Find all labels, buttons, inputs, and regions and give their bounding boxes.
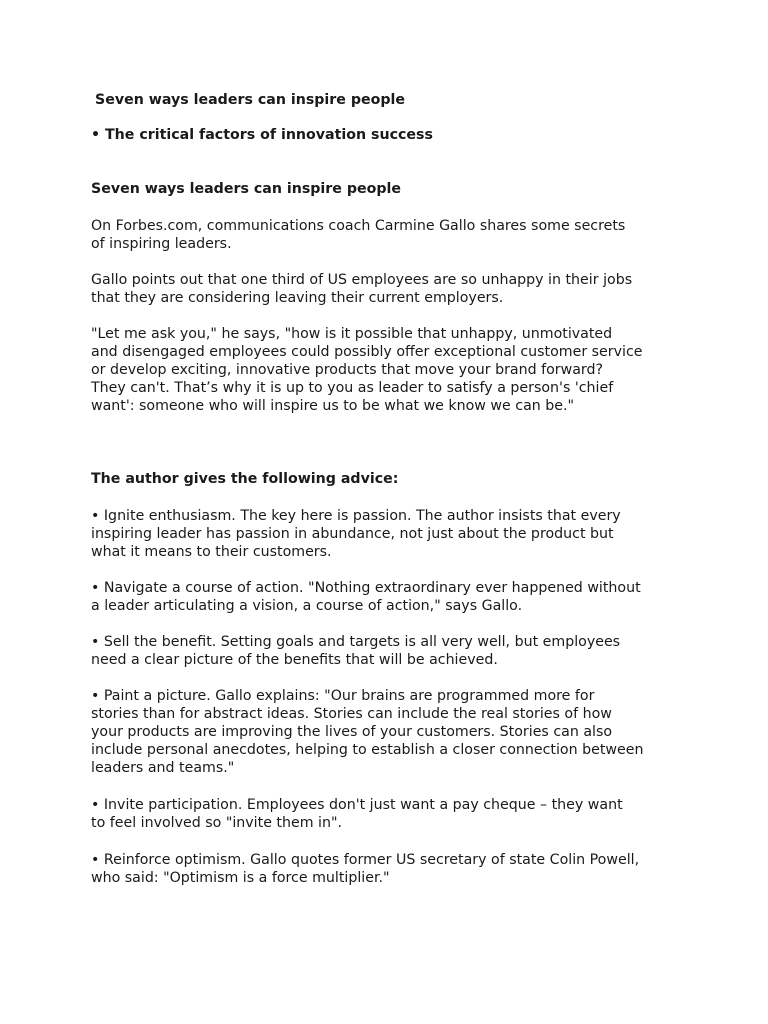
text-line: and disengaged employees could possibly offer exceptional customer service [91,344,643,360]
text-line: include personal anecdotes, helping to establish a closer connection between [91,742,644,758]
bullet-navigate-course [91,579,691,615]
intro-paragraph [91,217,691,253]
text-line: stories than for abstract ideas. Stories can include the real stories of how [91,706,612,722]
text-line: who said: "Optimism is a force multiplier." [91,870,390,886]
top-heading-1: Seven ways leaders can inspire people [95,92,406,108]
bullet-sell-benefit [91,633,691,669]
text-line: They can't. That’s why it is up to you as leader to satisfy a person's 'chief [91,380,614,396]
text-line: • Navigate a course of action. "Nothing extraordinary ever happened without [91,580,641,596]
text-line: leaders and teams." [91,760,235,776]
text-line: a leader articulating a vision, a course of action," says Gallo. [91,598,523,614]
text-line: • Paint a picture. Gallo explains: "Our brains are programmed more for [91,688,595,704]
text-line: what it means to their customers. [91,544,332,560]
bullet-reinforce-optimism [91,851,691,887]
text-line: want': someone who will inspire us to be what we know we can be." [91,398,575,414]
bullet-ignite-enthusiasm [91,507,691,561]
text-line: On Forbes.com, communications coach Carmine Gallo shares some secrets [91,218,626,234]
text-line: Gallo points out that one third of US employees are so unhappy in their jobs [91,272,633,288]
text-line: your products are improving the lives of your customers. Stories can also [91,724,613,740]
text-line: • Ignite enthusiasm. The key here is passion. The author insists that every [91,508,621,524]
text-line: need a clear picture of the benefits that will be achieved. [91,652,498,668]
text-line: to feel involved so "invite them in". [91,815,343,831]
bullet-invite-participation [91,796,691,832]
text-line: that they are considering leaving their current employers. [91,290,504,306]
text-line: • Reinforce optimism. Gallo quotes former US secretary of state Colin Powell, [91,852,640,868]
advice-heading: The author gives the following advice: [91,471,399,487]
text-line: "Let me ask you," he says, "how is it possible that unhappy, unmotivated [91,326,613,342]
quote-paragraph [91,325,691,415]
section-heading: Seven ways leaders can inspire people [91,181,402,197]
text-line: of inspiring leaders. [91,236,232,252]
top-heading-2: • The critical factors of innovation success [91,127,433,143]
text-line: • Sell the benefit. Setting goals and targets is all very well, but employees [91,634,621,650]
employees-paragraph [91,271,691,307]
bullet-paint-picture [91,687,691,777]
text-line: inspiring leader has passion in abundance, not just about the product but [91,526,614,542]
text-line: • Invite participation. Employees don't just want a pay cheque – they want [91,797,623,813]
text-line: or develop exciting, innovative products that move your brand forward? [91,362,604,378]
